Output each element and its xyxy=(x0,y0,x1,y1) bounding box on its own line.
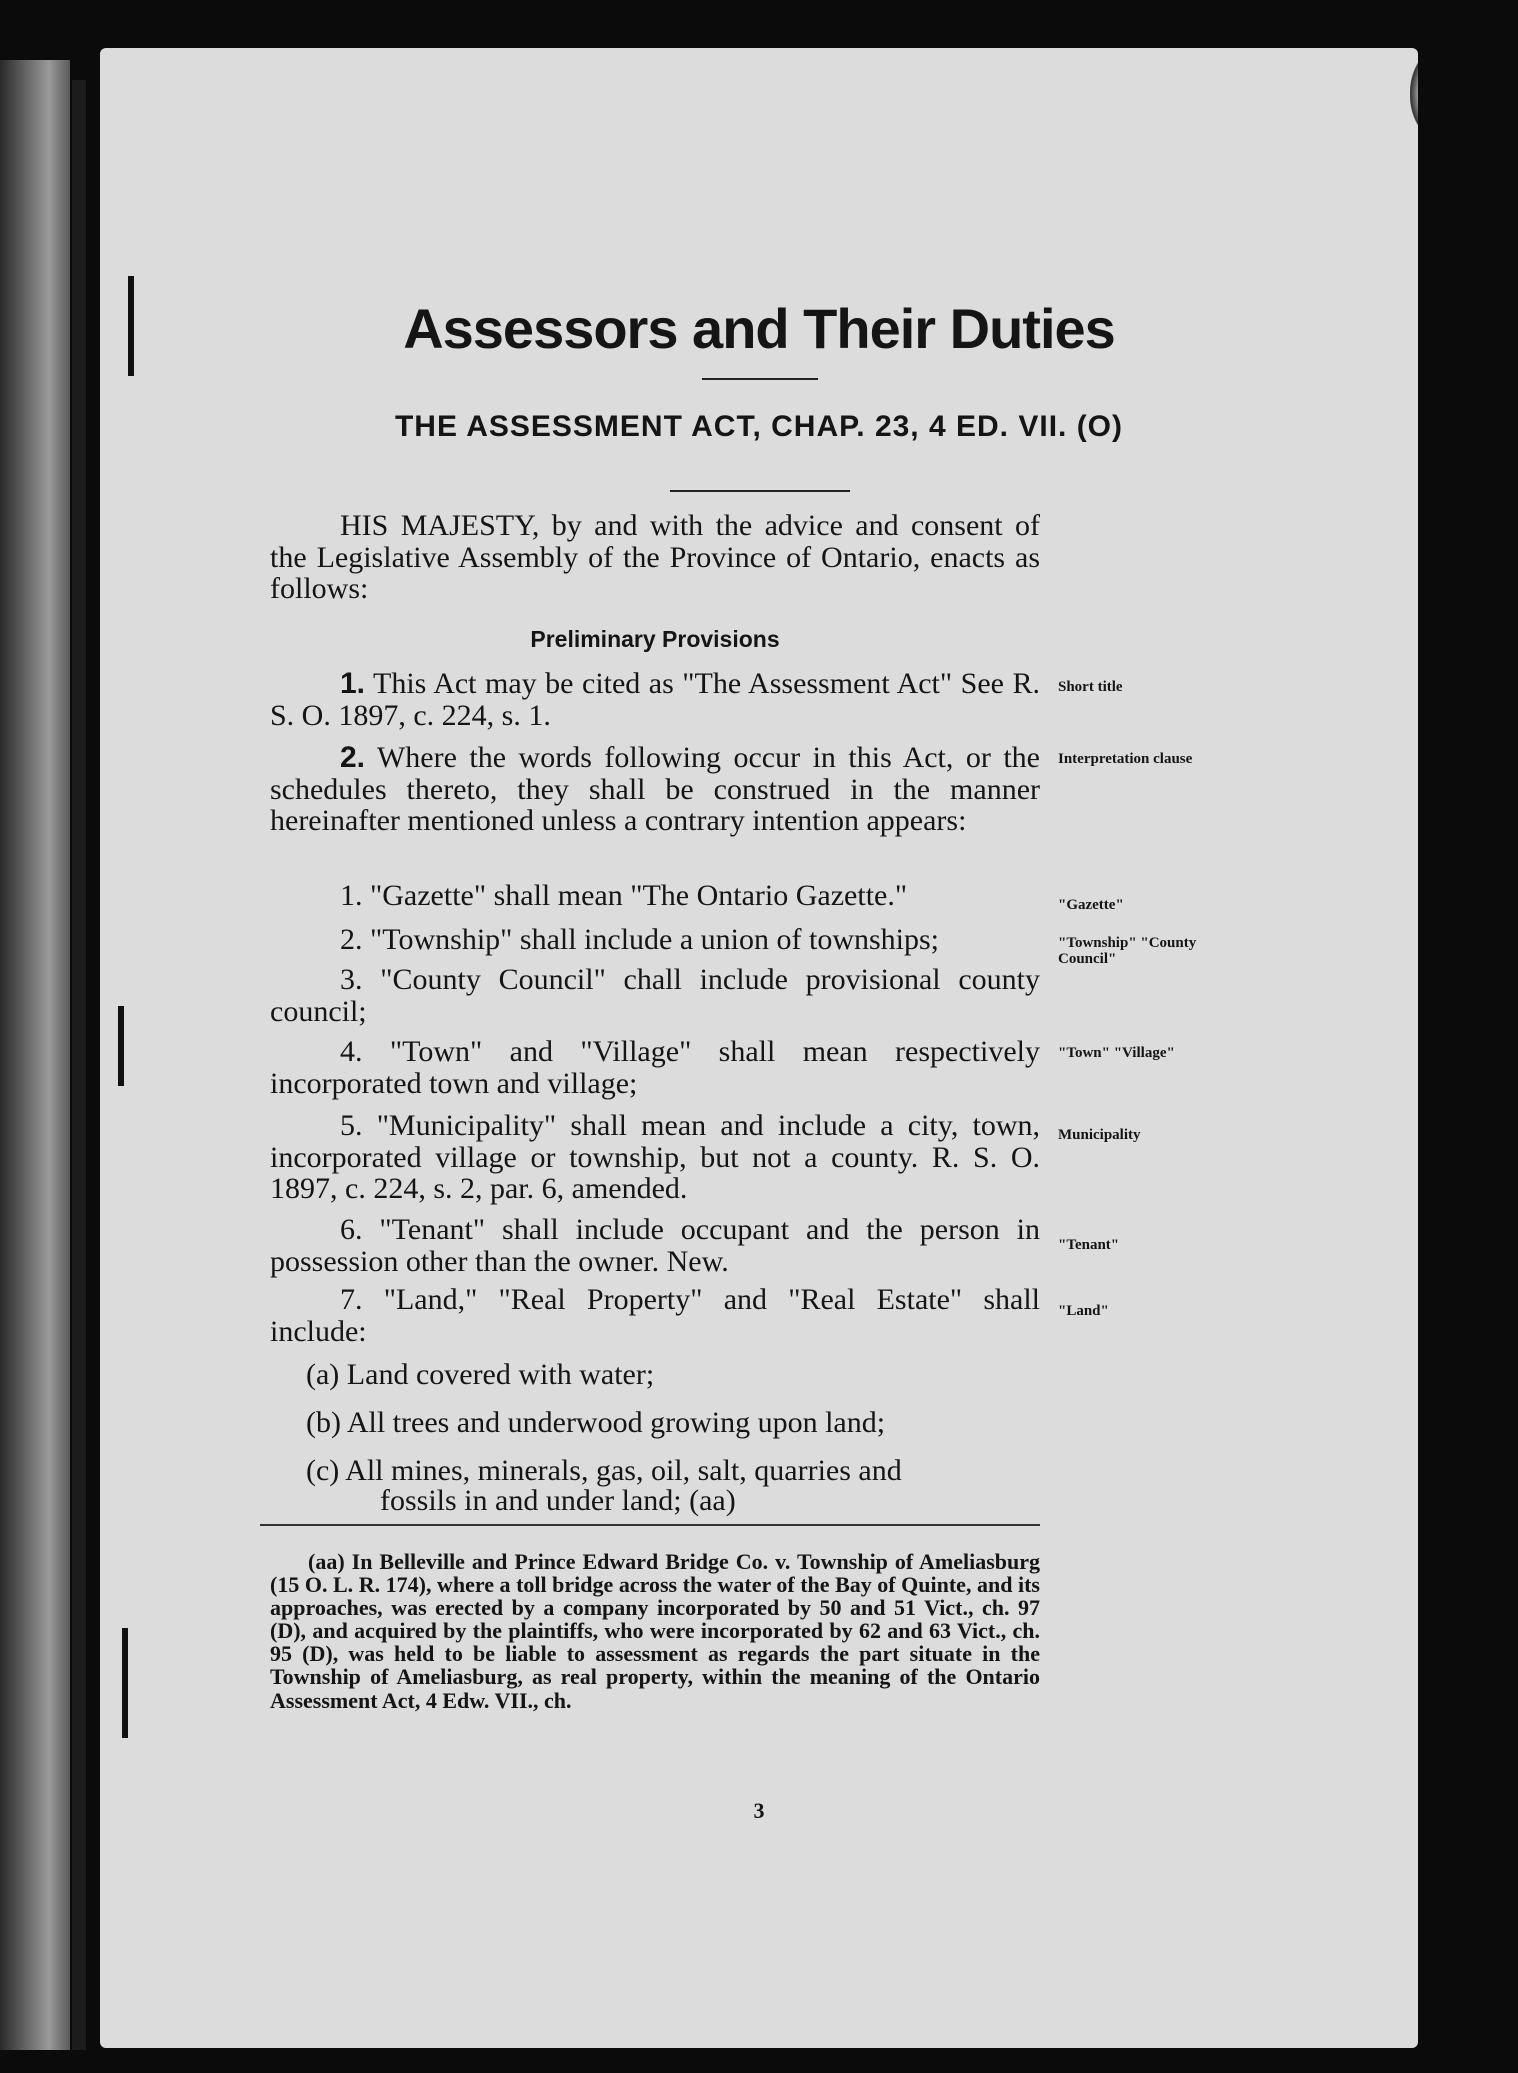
sub-item-label: (a) xyxy=(306,1358,340,1391)
footnote-rule xyxy=(260,1524,1040,1526)
definition-4 xyxy=(270,1036,1040,1099)
definition-1 xyxy=(270,880,1040,912)
section-heading: Preliminary Provisions xyxy=(530,626,780,652)
margin-note: "Tenant" xyxy=(1058,1237,1120,1253)
margin-note: Interpretation clause xyxy=(1058,751,1193,767)
definition-text: "Township" shall include a union of townships; xyxy=(370,923,940,956)
section-2 xyxy=(270,742,1040,837)
sub-item-label: (b) xyxy=(306,1406,341,1439)
definition-text: "Gazette" shall mean "The Ontario Gazette." xyxy=(370,879,908,912)
act-subtitle: THE ASSESSMENT ACT, CHAP. 23, 4 ED. VII. (O) xyxy=(394,410,1124,443)
section-text: This Act may be cited as "The Assessment Act" See R. S. O. 1897, c. 224, s. 1. xyxy=(270,667,1040,732)
sub-item-text: All mines, minerals, gas, oil, salt, quarries and xyxy=(345,1454,902,1487)
section-number: 1. xyxy=(340,667,366,700)
margin-note: Municipality xyxy=(1058,1127,1141,1143)
sub-item-b xyxy=(306,1406,885,1440)
definition-number: 6. xyxy=(340,1213,363,1246)
sub-item-text: All trees and underwood growing upon land; xyxy=(346,1406,886,1439)
margin-note: "Land" xyxy=(1058,1303,1109,1319)
binding-mark xyxy=(122,1628,128,1738)
definition-5 xyxy=(270,1110,1040,1205)
definition-number: 1. xyxy=(340,879,363,912)
definition-text: "Land," "Real Property" and "Real Estate" shall include: xyxy=(270,1283,1041,1348)
adjacent-page-edge xyxy=(0,60,70,2050)
preamble: HIS MAJESTY, by and with the advice and consent of the Legislative Assembly of the Province of Ontario, enacts as follows: xyxy=(270,509,1040,605)
section-1 xyxy=(270,668,1040,731)
definition-text: "County Council" chall include provisional county council; xyxy=(270,963,1041,1028)
footnote: (aa) In Belleville and Prince Edward Bridge Co. v. Township of Ameliasburg (15 O. L. R. 174), where a toll bridge across the water of the Bay of Quinte, and its approaches, was erected by a company incorporated by 50 and 51 Vict., ch. 97 (D), and acquired by the plaintiffs, who were incorporated by 62 and 63 Vict., ch. 95 (D), was held to be liable to assessment as regards the part situate in the Township of Ameliasburg, as real property, within the meaning of the Ontario Assessment Act, 4 Edw. VII., ch. xyxy=(270,1549,1040,1713)
binding-mark xyxy=(118,1006,124,1086)
page-title: Assessors and Their Duties xyxy=(403,297,1115,360)
margin-note: Short title xyxy=(1058,679,1123,695)
section-number: 2. xyxy=(340,741,366,774)
sub-item-c-continuation: fossils in and under land; (aa) xyxy=(380,1484,736,1517)
definition-text: "Tenant" shall include occupant and the person in possession other than the owner. New. xyxy=(270,1213,1041,1278)
subtitle-rule xyxy=(670,490,850,492)
definition-number: 5. xyxy=(340,1109,363,1142)
definition-7 xyxy=(270,1284,1040,1347)
definition-text: "Municipality" shall mean and include a city, town, incorporated village or township, but not a county. R. S. O. 1897, c. 224, s. 2, par. 6, amended. xyxy=(270,1109,1040,1205)
sub-item-c xyxy=(306,1454,902,1488)
page-number: 3 xyxy=(753,1798,765,1823)
definition-number: 3. xyxy=(340,963,363,996)
sub-item-text: Land covered with water; xyxy=(346,1358,655,1391)
definition-number: 2. xyxy=(340,923,363,956)
book-spine-shadow xyxy=(72,80,86,2050)
document-page xyxy=(100,48,1418,2048)
ink-blot xyxy=(1410,48,1418,140)
definition-number: 4. xyxy=(340,1035,363,1068)
margin-note: "Town" "Village" xyxy=(1058,1045,1175,1061)
section-text: Where the words following occur in this Act, or the schedules thereto, they shall be construed in the manner hereinafter mentioned unless a contrary intention appears: xyxy=(270,741,1040,837)
definition-3 xyxy=(270,964,1040,1027)
definition-6 xyxy=(270,1214,1040,1277)
margin-note: "Gazette" xyxy=(1058,897,1124,913)
definition-text: "Town" and "Village" shall mean respectively incorporated town and village; xyxy=(270,1035,1040,1100)
definition-2 xyxy=(270,924,1040,956)
sub-item-label: (c) xyxy=(306,1454,340,1487)
definition-number: 7. xyxy=(340,1283,363,1316)
title-rule xyxy=(702,378,818,380)
margin-note: "Township" "County Council" xyxy=(1058,935,1197,967)
sub-item-a xyxy=(306,1358,654,1392)
